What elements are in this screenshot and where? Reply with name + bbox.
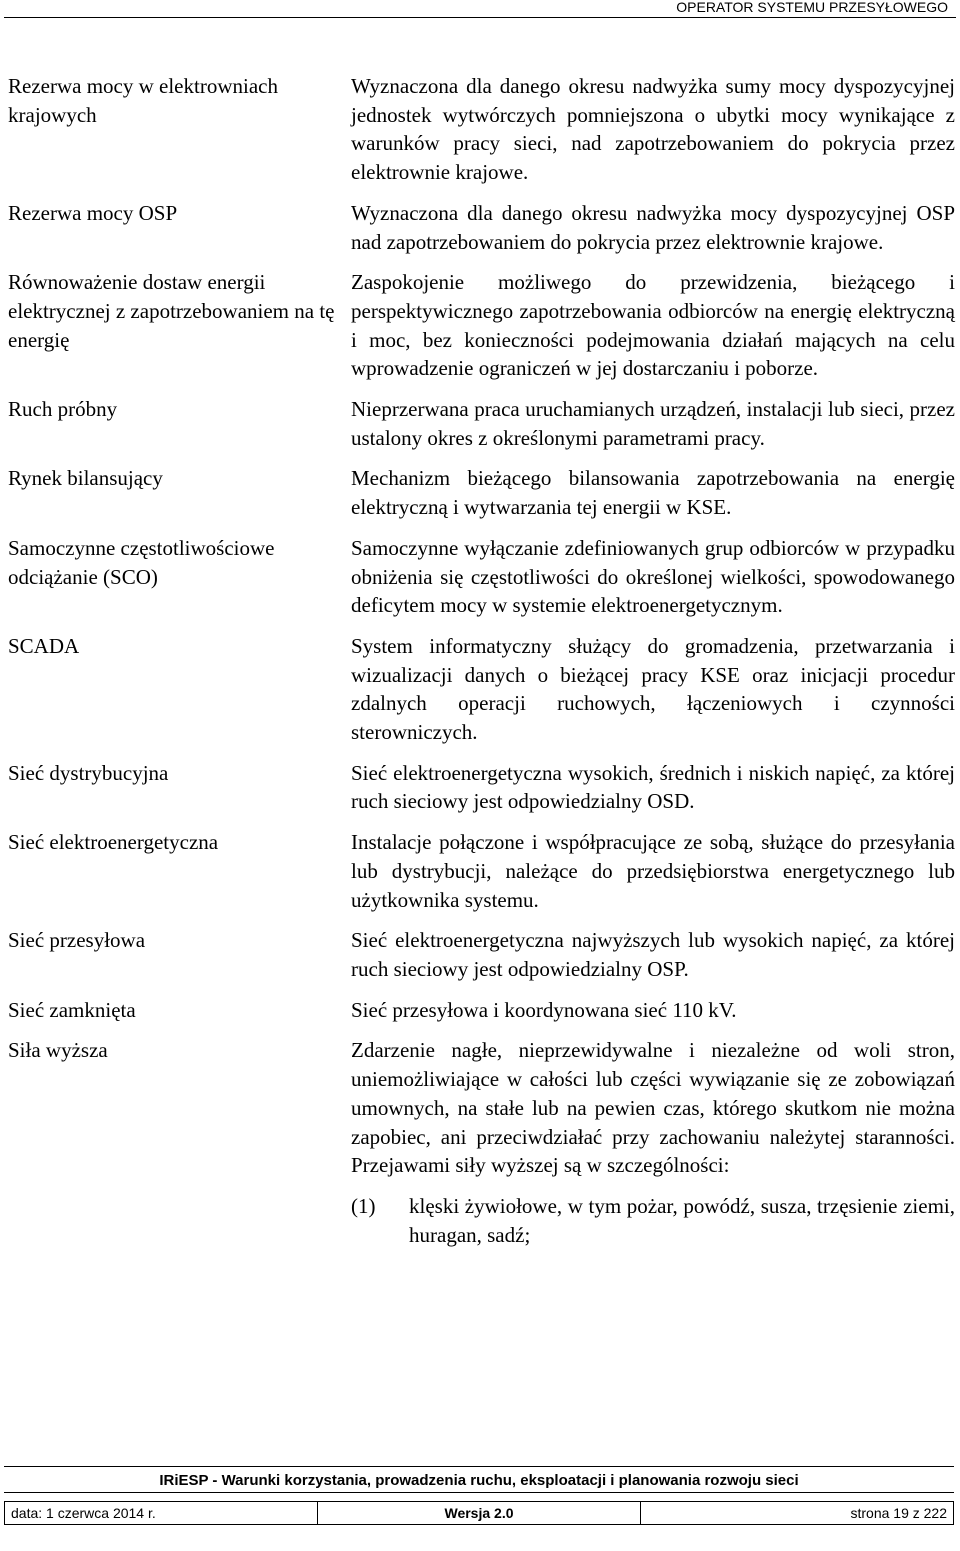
entry-definition: Sieć elektroenergetyczna najwyższych lub wysokich napięć, za której ruch sieciowy jest odpowiedzialny OSP. [351, 928, 955, 981]
entry-definition: Wyznaczona dla danego okresu nadwyżka mocy dyspozycyjnej OSP nad zapotrzebowaniem do pokrycia przez elektrownie krajowe. [351, 200, 955, 254]
entry-definition: Samoczynne wyłączanie zdefiniowanych grup odbiorców w przypadku obniżenia się częstotliwości do określonej wielkości, spowodowanego deficytem mocy w systemie elektroenergetycznym. [351, 535, 955, 618]
entry-term: Rezerwa mocy w elektrowniach krajowych [8, 74, 278, 127]
entry-definition: Zdarzenie nagłe, nieprzewidywalne i niezależne od woli stron, uniemożliwiające w całości lub części wywiązanie się ze zobowiązań umownych, na stałe lub na pewien czas, którego skutkom nie można zapobiec, ani przeciwdziałać przy zachowaniu należytej staranności. Przejawami siły wyższej są w szczególności: (1) klęski żywiołowe, w tym pożar, powódź, susza, trzęsienie ziemi, huragan, sadź; [351, 1036, 955, 1249]
footer-version: Wersja 2.0 [318, 1502, 641, 1524]
page-header [4, 0, 956, 18]
entry-definition: System informatyczny służący do gromadzenia, przetwarzania i wizualizacji danych o bieżącej pracy KSE oraz inicjacji procedur zdalnych operacji ruchowych, łączeniowych i czynności sterowniczych. [351, 633, 955, 745]
entry-definition: Nieprzerwana praca uruchamianych urządzeń, instalacji lub sieci, przez ustalony okres z określonymi parametrami pracy. [351, 397, 955, 450]
footer-date: data: 1 czerwca 2014 r. [5, 1502, 318, 1524]
entry-term: Sieć elektroenergetyczna [8, 830, 219, 855]
footer-title: IRiESP - Warunki korzystania, prowadzenia ruchu, eksploatacji i planowania rozwoju sieci [4, 1466, 954, 1493]
entry-definition: Sieć elektroenergetyczna wysokich, średnich i niskich napięć, za której ruch sieciowy jest odpowiedzialny OSD. [351, 760, 955, 814]
entry-term: Samoczynne częstotliwościowe odciążanie (SCO) [8, 535, 275, 589]
entry-term: Ruch próbny [8, 397, 118, 422]
list-number: (1) [351, 1193, 376, 1218]
glossary-entry [8, 828, 956, 914]
glossary-entry [8, 759, 956, 816]
page-footer [4, 1466, 954, 1525]
entry-definition: Instalacje połączone i współpracujące ze sobą, służące do przesyłania lub dystrybucji, należące do przedsiębiorstwa energetycznego lub użytkownika systemu. [351, 830, 955, 912]
glossary-entry [8, 268, 956, 383]
entry-term: Siła wyższa [8, 1038, 108, 1063]
entry-definition: Mechanizm bieżącego bilansowania zapotrzebowania na energię elektryczną i wytwarzania tej energii w KSE. [351, 466, 955, 520]
header-title: OPERATOR SYSTEMU PRZESYŁOWEGO [676, 0, 948, 15]
entry-term: Sieć dystrybucyjna [8, 760, 169, 785]
entry-definition: Wyznaczona dla danego okresu nadwyżka sumy mocy dyspozycyjnej jednostek wytwórczych pomniejszona o ubytki mocy wynikające z warunków pracy sieci, nad zapotrzebowaniem do pokrycia przez elektrownie krajowe. [351, 74, 955, 185]
glossary [8, 72, 956, 1261]
entry-term: Sieć przesyłowa [8, 928, 146, 953]
glossary-entry [8, 199, 956, 256]
footer-meta [4, 1501, 954, 1525]
glossary-entry [8, 926, 956, 983]
glossary-entry [8, 464, 956, 521]
entry-term: Sieć zamknięta [8, 997, 136, 1022]
glossary-entry [8, 632, 956, 747]
glossary-entry [8, 1036, 956, 1249]
footer-page-number: strona 19 z 222 [850, 1505, 947, 1521]
entry-term: Rezerwa mocy OSP [8, 200, 178, 225]
entry-definition: Sieć przesyłowa i koordynowana sieć 110 kV. [351, 997, 737, 1022]
entry-term: Równoważenie dostaw energii elektrycznej z zapotrzebowaniem na tę energię [8, 270, 335, 352]
entry-term: Rynek bilansujący [8, 466, 163, 491]
glossary-entry [8, 72, 956, 187]
glossary-entry [8, 534, 956, 620]
list-item [351, 1192, 955, 1249]
entry-term: SCADA [8, 633, 80, 658]
glossary-entry [8, 996, 956, 1025]
entry-definition: Zaspokojenie możliwego do przewidzenia, bieżącego i perspektywicznego zapotrzebowania odbiorców na energię elektryczną i moc, bez konieczności podejmowania działań mających na celu wprowadzenie ograniczeń w jej dostarczaniu i poborze. [351, 270, 955, 381]
list-text: klęski żywiołowe, w tym pożar, powódź, susza, trzęsienie ziemi, huragan, sadź; [409, 1193, 955, 1247]
glossary-entry [8, 395, 956, 452]
